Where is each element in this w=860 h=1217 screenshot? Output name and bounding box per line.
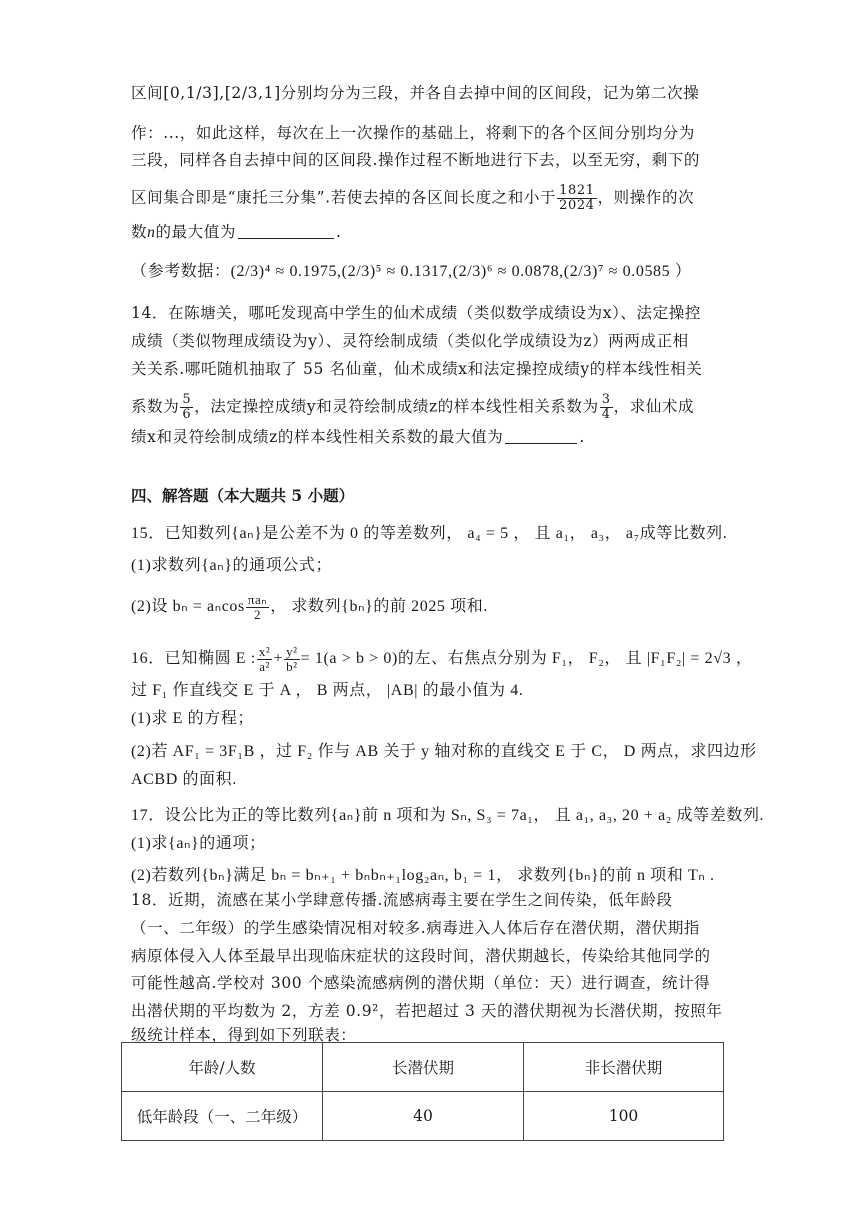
problem14-line4 xyxy=(131,393,731,422)
problem14-line3: 关关系.哪吒随机抽取了 55 名仙童，仙术成绩x和法定操控成绩y的样本线性相关 xyxy=(131,360,703,378)
problem18-line4: 可能性越高.学校对 300 个感染流感病例的潜伏期（单位：天）进行调查，统计得 xyxy=(131,974,711,992)
problem17-stem: 17．设公比为正的等比数列{aₙ}前 n 项和为 Sₙ, S₃ = 7a₁， 且 a₁, a₃, 20 + a₂ 成等差数列. xyxy=(131,807,765,824)
problem13-line2: 作：...，如此这样，每次在上一次操作的基础上，将剩下的各个区间分别均分为 xyxy=(131,124,695,142)
problem16-line1 xyxy=(131,644,753,674)
problem16-line1-a: 16．已知椭圆 E : xyxy=(131,650,256,668)
problem14-line5-a: 绩x和灵符绘制成绩z的样本线性相关系数的最大值为 xyxy=(131,428,504,446)
problem14-line5 xyxy=(131,427,731,447)
problem13-line1: 区间[0,1/3],[2/3,1]分别均分为三段，并各自去掉中间的区间段，记为第二次操 xyxy=(131,84,700,102)
table-header-cell: 非长潜伏期 xyxy=(524,1043,724,1092)
table-cell: 40 xyxy=(323,1092,524,1141)
fraction-x2-a2: $\frac{\text{x²}}{\text{a²}}$ xyxy=(258,644,271,674)
problem13-line5-end: . xyxy=(335,223,342,241)
problem13-line4-tail: ，则操作的次 xyxy=(597,188,695,207)
variable-n: n xyxy=(147,224,156,241)
problem16-line2: 过 F₁ 作直线交 E 于 A ， B 两点， |AB| 的最小值为 4. xyxy=(131,682,524,699)
problem13-line5-a: 数 xyxy=(131,223,148,241)
problem18-line6: 级统计样本，得到如下列联表： xyxy=(131,1026,357,1044)
problem18-line1: 18．近期，流感在某小学肆意传播.流感病毒主要在学生之间传染，低年龄段 xyxy=(131,891,673,909)
problem16-part2: (2)若 AF₁ = 3F₁B ，过 F₂ 作与 AB 关于 y 轴对称的直线交 E 于 C， D 两点，求四边形 xyxy=(131,743,757,760)
table-header-cell: 长潜伏期 xyxy=(323,1043,524,1092)
answer-blank-14 xyxy=(505,429,577,444)
problem13-line3: 三段，同样各自去掉中间的区间段.操作过程不断地进行下去，以至无穷，剩下的 xyxy=(131,151,701,169)
problem14-line4-b: ，法定操控成绩y和灵符绘制成绩z的样本线性相关系数为 xyxy=(194,397,599,416)
fraction-3-4: $\frac{3}{4}$ xyxy=(601,392,611,422)
table-header-cell: 年龄/人数 xyxy=(122,1043,323,1092)
problem17-part1: (1)求{aₙ}的通项； xyxy=(131,835,266,852)
problem17-part2: (2)若数列{bₙ}满足 bₙ = bₙ₊₁ + bₙbₙ₊₁log₂aₙ, b₁ = 1， 求数列{bₙ}的前 n 项和 Tₙ . xyxy=(131,867,715,884)
table-cell: 100 xyxy=(524,1092,724,1141)
problem14-line1: 14．在陈塘关，哪吒发现高中学生的仙术成绩（类似数学成绩设为x）、法定操控 xyxy=(131,304,701,322)
fraction-y2-b2: $\frac{\text{y²}}{\text{b²}}$ xyxy=(286,644,298,674)
problem16-part1: (1)求 E 的方程； xyxy=(131,710,255,727)
fraction-pi-an-over-2: $\frac{\text{πaₙ}}{2}$ xyxy=(247,592,268,622)
problem18-line5: 出潜伏期的平均数为 2，方差 0.9²，若把超过 3 天的潜伏期视为长潜伏期，按照年 xyxy=(131,1002,723,1020)
problem15-part1: (1)求数列{aₙ}的通项公式； xyxy=(131,557,333,574)
problem13-line4 xyxy=(131,184,731,213)
table-row xyxy=(122,1092,724,1141)
problem18-line3: 病原体侵入人体至最早出现临床症状的这段时间，潜伏期越长，传染给其他同学的 xyxy=(131,947,711,965)
problem15-part2-b: ， 求数列{bₙ}的前 2025 项和. xyxy=(270,598,488,616)
fraction-1821-2024: $\frac{1821}{2024}$ xyxy=(559,183,595,213)
problem16-part2-cont: ACBD 的面积. xyxy=(131,771,237,788)
section-title: 四、解答题（本大题共 5 小题） xyxy=(131,486,355,505)
problem16-line1-b: = 1(a > b > 0)的左、右焦点分别为 F₁， F₂， 且 |F₁F₂| = 2√3 ， xyxy=(300,650,753,668)
contingency-table xyxy=(121,1042,724,1141)
table-cell: 低年龄段（一、二年级） xyxy=(122,1092,323,1141)
table-header-row xyxy=(122,1043,724,1092)
problem14-line4-a: 系数为 xyxy=(131,397,180,416)
problem14-line4-c: ，求仙术成 xyxy=(613,397,695,416)
fraction-5-6: $\frac{5}{6}$ xyxy=(182,392,192,422)
answer-blank-13 xyxy=(238,224,334,239)
reference-data: （参考数据：(2/3)⁴ ≈ 0.1975,(2/3)⁵ ≈ 0.1317,(2/3)⁶ ≈ 0.0878,(2/3)⁷ ≈ 0.0585 ） xyxy=(131,263,692,280)
problem13-line4-text: 区间集合即是“康托三分集”.若使去掉的各区间长度之和小于 xyxy=(131,188,557,207)
problem18-line2: （一、二年级）的学生感染情况相对较多.病毒进入人体后存在潜伏期，潜伏期指 xyxy=(131,919,701,937)
problem13-line5-b: 的最大值为 xyxy=(155,223,236,241)
problem14-line2: 成绩（类似物理成绩设为y）、灵符绘制成绩（类似化学成绩设为z）两两成正相 xyxy=(131,332,689,350)
problem15-part2 xyxy=(131,593,731,622)
problem15-part2-a: (2)设 bₙ = aₙcos xyxy=(131,598,245,616)
problem15-stem: 15．已知数列{aₙ}是公差不为 0 的等差数列， a₄ = 5 ， 且 a₁， a₃， a₇成等比数列. xyxy=(131,525,728,542)
problem14-line5-end: . xyxy=(579,428,585,446)
plus-sign: + xyxy=(273,650,284,668)
problem13-line5 xyxy=(131,222,731,243)
